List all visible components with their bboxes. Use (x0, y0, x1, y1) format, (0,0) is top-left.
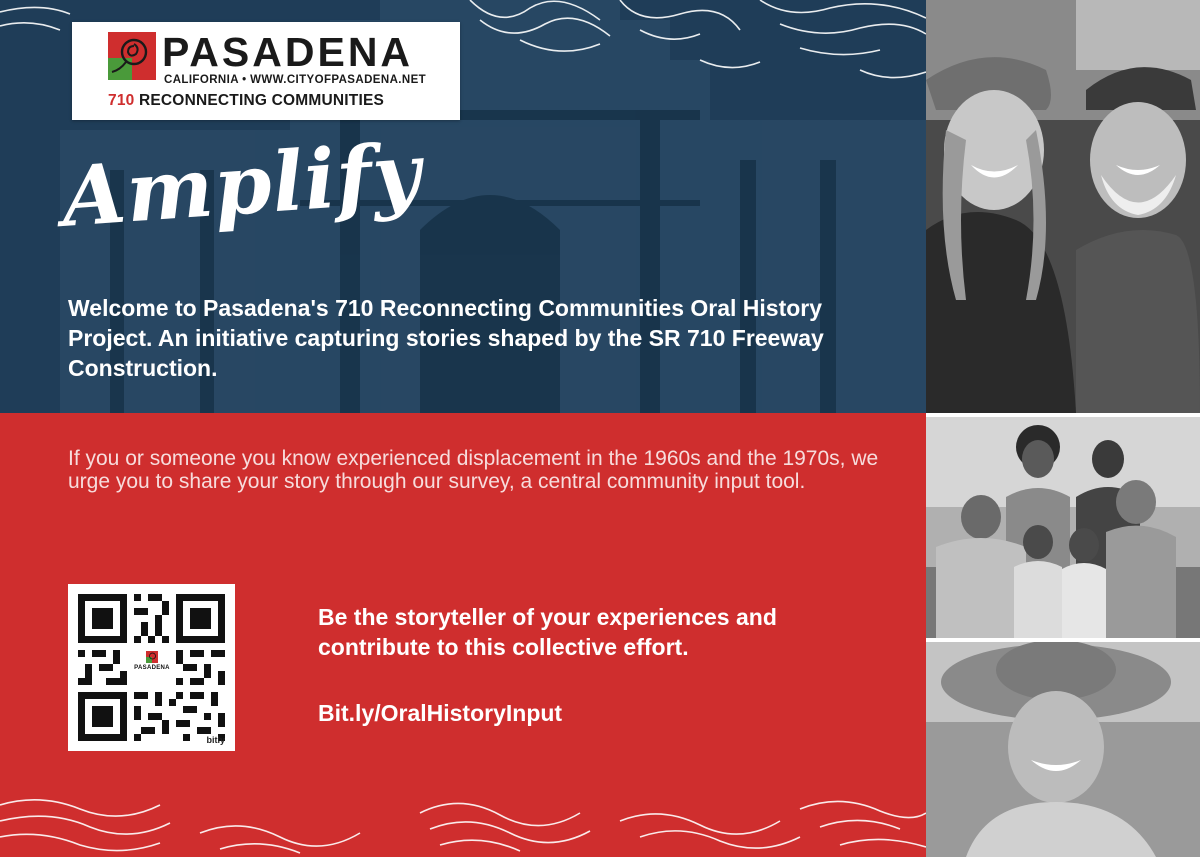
qr-code[interactable] (68, 584, 235, 751)
photo-family (926, 417, 1200, 638)
mini-rose-icon (146, 651, 158, 663)
logo-program-number: 710 (108, 92, 135, 109)
family-photo-icon (926, 417, 1200, 638)
logo-subline: CALIFORNIA • WWW.CITYOFPASADENA.NET (164, 74, 427, 86)
photo-woman-hat (926, 642, 1200, 857)
cta-text: Be the storyteller of your experiences and contribute to this collective effort. (318, 604, 777, 660)
pasadena-logo (72, 22, 460, 120)
couple-photo-icon (926, 0, 1200, 413)
qr-center-label: PASADENA (134, 665, 170, 671)
logo-tagline (108, 92, 384, 110)
qr-center-logo (132, 648, 172, 684)
welcome-text: Welcome to Pasadena's 710 Reconnecting Communities Oral History Project. An initiative capturing stories shaped by the SR 710 Freeway Construction. (68, 295, 824, 381)
qr-brand-label: bitly (206, 735, 225, 745)
headline-amplify: Amplify (58, 125, 425, 246)
logo-program-name: RECONNECTING COMMUNITIES (138, 92, 385, 109)
survey-link[interactable]: Bit.ly/OralHistoryInput (318, 700, 563, 726)
photo-couple (926, 0, 1200, 413)
rose-icon (108, 32, 156, 80)
photo-column (926, 0, 1200, 857)
woman-hat-photo-icon (926, 642, 1200, 857)
logo-wordmark: PASADENA (162, 29, 414, 75)
invite-text: If you or someone you know experienced displacement in the 1960s and the 1970s, we urge you to share your story through our survey, a central community input tool. (68, 447, 879, 493)
